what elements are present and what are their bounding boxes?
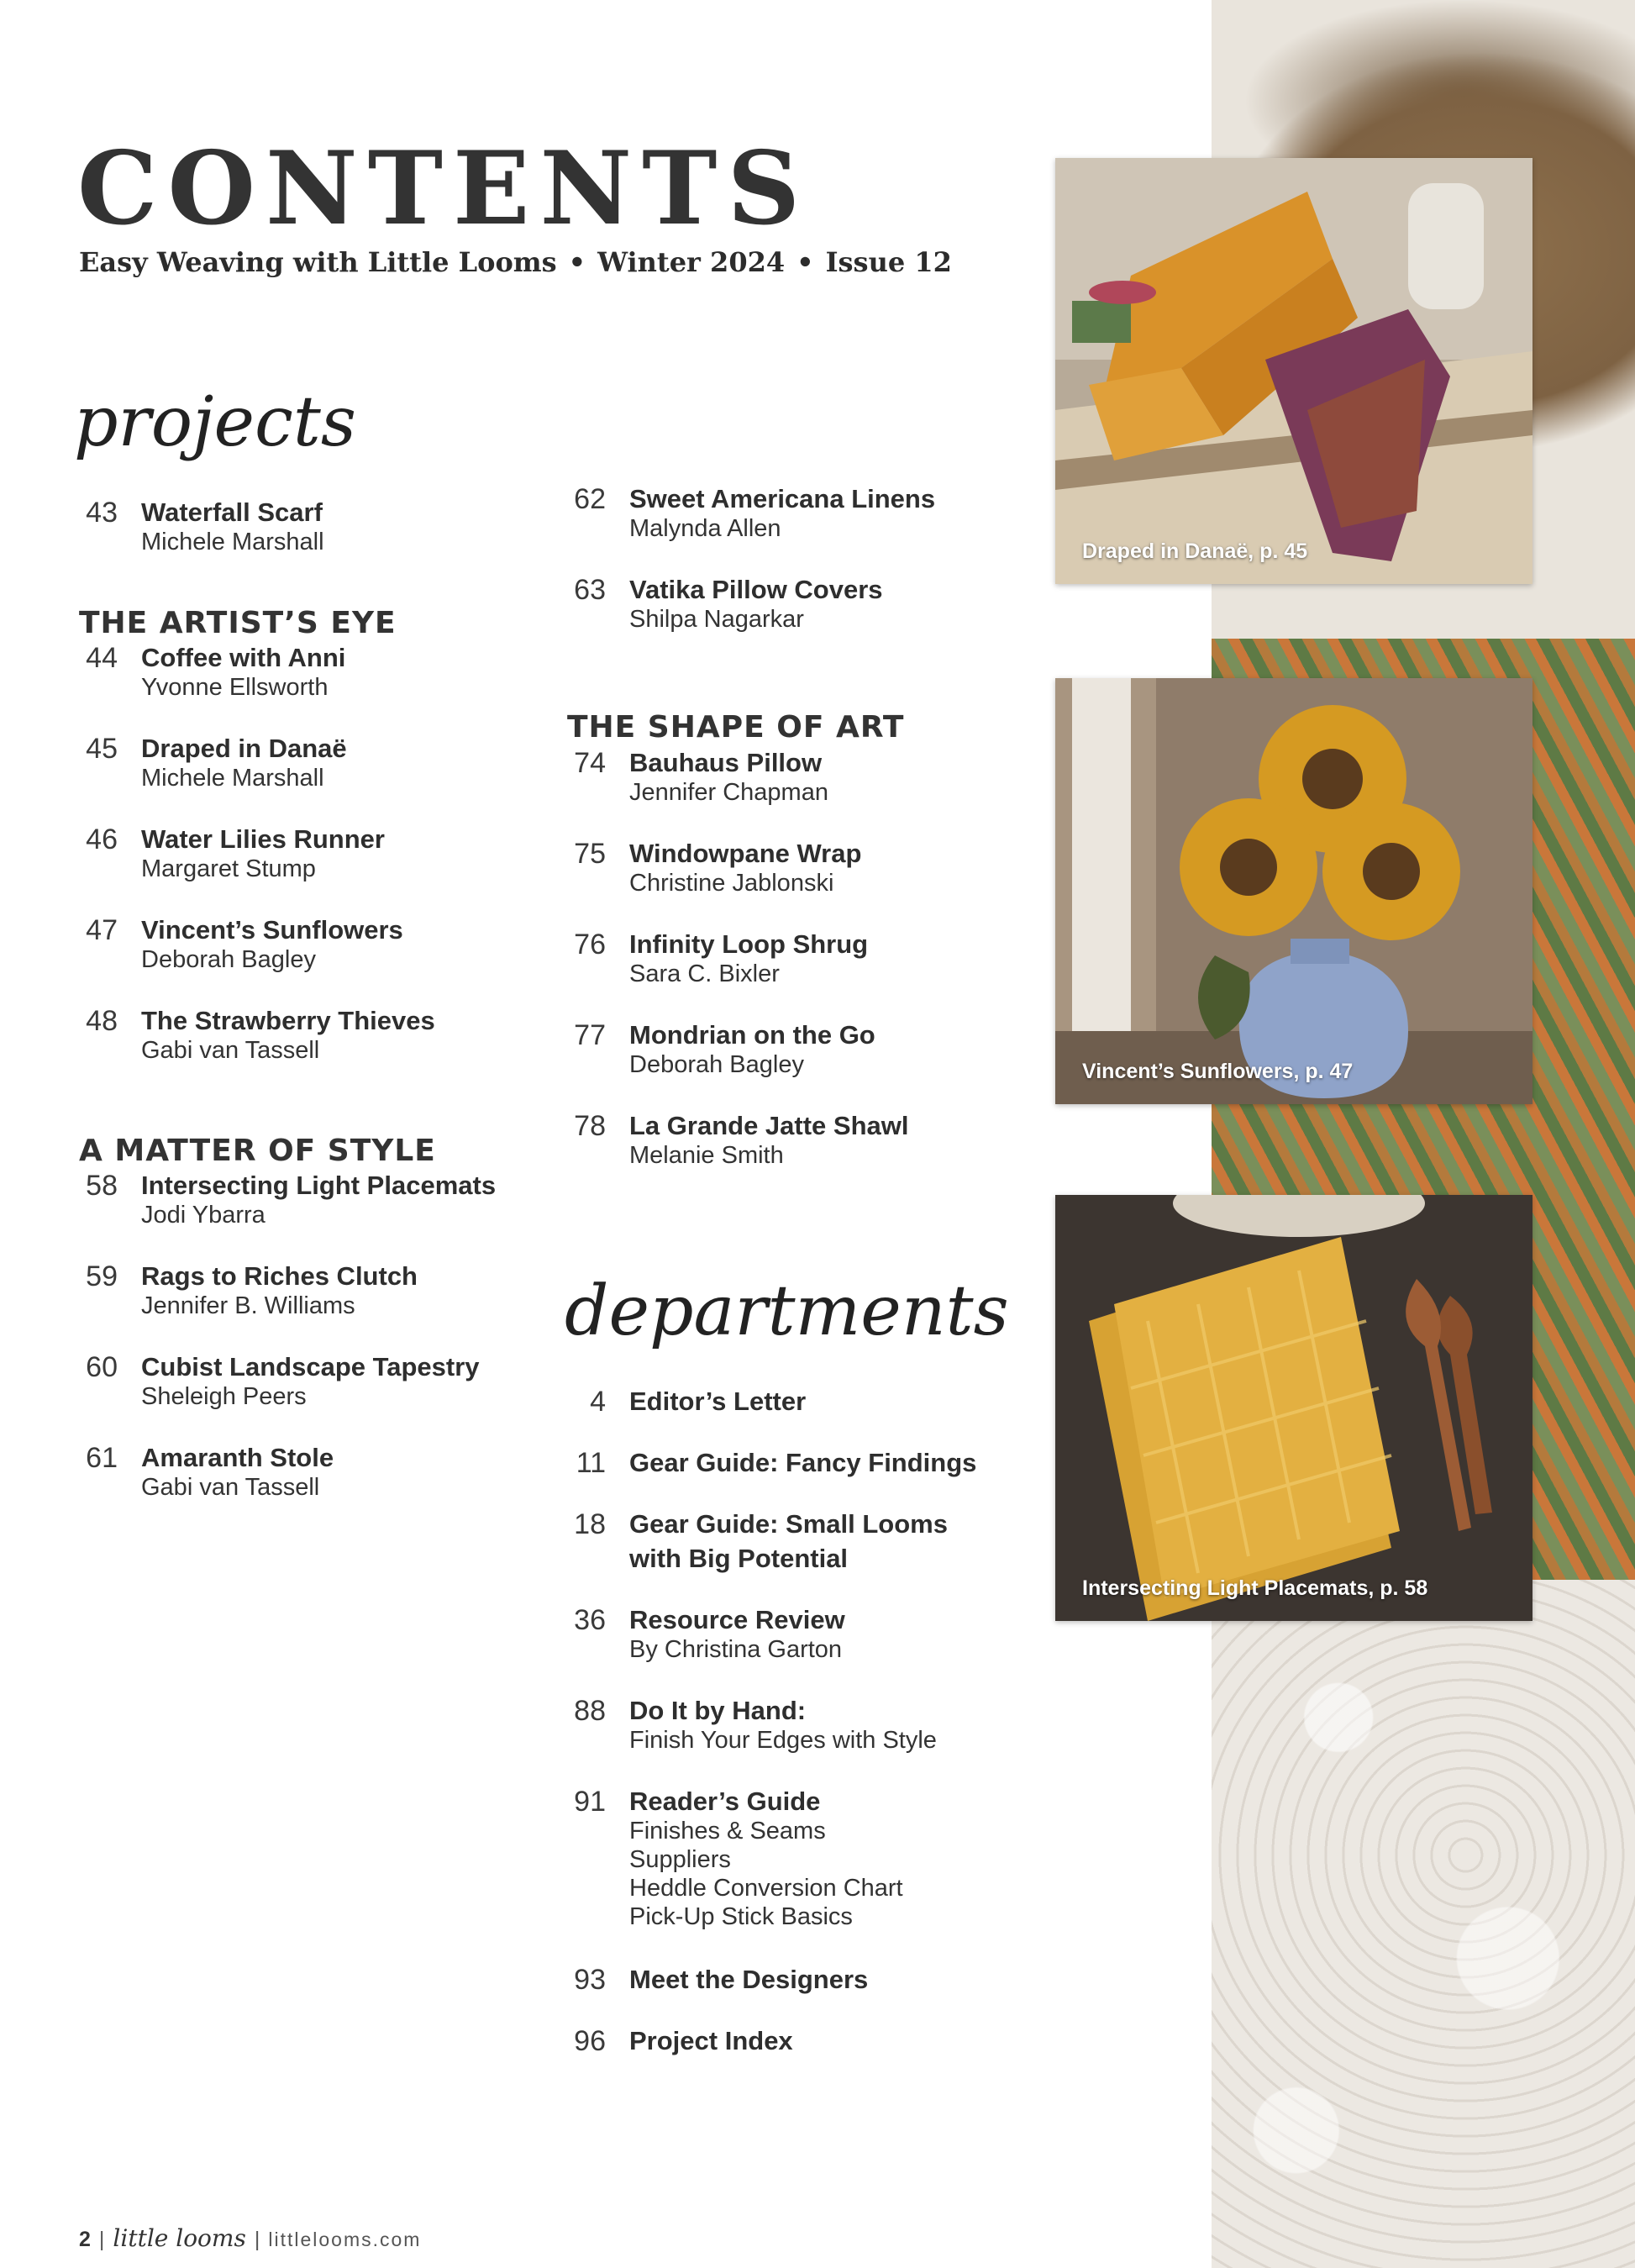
entry-title: The Strawberry Thieves <box>141 1006 435 1035</box>
page-title: CONTENTS <box>77 129 811 248</box>
entry-page-number: 18 <box>574 1508 606 1540</box>
website-link[interactable]: littlelooms.com <box>268 2229 422 2250</box>
entry-title: Mondrian on the Go <box>629 1020 875 1050</box>
entry-title: Vincent’s Sunflowers <box>141 915 403 945</box>
photo-scarves-illustration <box>1055 158 1532 584</box>
entry-page-number: 77 <box>574 1019 606 1051</box>
entry-title: Windowpane Wrap <box>629 839 862 868</box>
projects-heading: projects <box>74 382 356 462</box>
entry-author: Shilpa Nagarkar <box>629 606 804 633</box>
entry-title: Sweet Americana Linens <box>629 484 936 513</box>
entry-page-number: 61 <box>86 1442 118 1474</box>
entry-subitem: Pick-Up Stick Basics <box>629 1903 853 1930</box>
entry-author: Gabi van Tassell <box>141 1474 320 1501</box>
entry-title: Gear Guide: Small Looms <box>629 1509 948 1539</box>
entry-page-number: 48 <box>86 1005 118 1037</box>
entry-title-continued: with Big Potential <box>629 1544 849 1573</box>
photo-draped-in-danae[interactable] <box>1055 158 1532 584</box>
entry-title: Gear Guide: Fancy Findings <box>629 1448 977 1477</box>
entry-author: Gabi van Tassell <box>141 1037 320 1064</box>
footer-divider: | <box>98 2228 105 2251</box>
entry-title: Water Lilies Runner <box>141 824 385 854</box>
entry-title: Cubist Landscape Tapestry <box>141 1352 480 1381</box>
footer-divider: | <box>254 2228 260 2251</box>
entry-page-number: 47 <box>86 914 118 946</box>
section-heading-artists-eye: THE ARTIST’S EYE <box>79 606 397 640</box>
entry-title: Infinity Loop Shrug <box>629 929 869 959</box>
entry-title: Reader’s Guide <box>629 1787 821 1816</box>
entry-page-number: 76 <box>574 929 606 960</box>
entry-title: Intersecting Light Placemats <box>141 1171 497 1200</box>
magazine-subtitle <box>79 246 952 278</box>
photo-caption: Vincent’s Sunflowers, p. 47 <box>1082 1060 1354 1083</box>
section-heading-matter-of-style: A MATTER OF STYLE <box>79 1134 436 1168</box>
entry-author: Yvonne Ellsworth <box>141 674 329 701</box>
entry-page-number: 63 <box>574 574 606 606</box>
entry-page-number: 44 <box>86 642 118 674</box>
folio-page-number: 2 <box>79 2228 91 2251</box>
entry-page-number: 43 <box>86 497 118 529</box>
photo-caption: Draped in Danaë, p. 45 <box>1082 539 1308 563</box>
entry-title: Draped in Danaë <box>141 734 347 763</box>
entry-subtitle: Finish Your Edges with Style <box>629 1727 937 1754</box>
entry-title: Vatika Pillow Covers <box>629 575 883 604</box>
entry-title: Do It by Hand: <box>629 1696 807 1725</box>
photo-caption: Intersecting Light Placemats, p. 58 <box>1082 1576 1428 1600</box>
entry-title: Amaranth Stole <box>141 1443 334 1472</box>
quilt-texture <box>1212 1580 1635 2268</box>
page-footer <box>79 2226 421 2252</box>
issue-season: Winter 2024 <box>597 246 786 278</box>
entry-title: Resource Review <box>629 1605 845 1634</box>
photo-sunflowers-illustration <box>1055 678 1532 1104</box>
entry-title: Project Index <box>629 2026 793 2055</box>
entry-author: Michele Marshall <box>141 765 324 792</box>
entry-subitem: Suppliers <box>629 1846 731 1873</box>
entry-author: Malynda Allen <box>629 515 781 542</box>
entry-author: Jennifer B. Williams <box>141 1292 355 1319</box>
entry-page-number: 58 <box>86 1170 118 1202</box>
entry-author: Deborah Bagley <box>141 946 316 973</box>
entry-page-number: 88 <box>574 1695 606 1727</box>
entry-author: Jodi Ybarra <box>141 1202 265 1229</box>
entry-page-number: 62 <box>574 483 606 515</box>
entry-page-number: 78 <box>574 1110 606 1142</box>
entry-author: By Christina Garton <box>629 1636 843 1663</box>
entry-subitem: Heddle Conversion Chart <box>629 1875 903 1902</box>
entry-page-number: 60 <box>86 1351 118 1383</box>
section-heading-shape-of-art: THE SHAPE OF ART <box>567 710 905 745</box>
bullet-separator: • <box>796 246 814 278</box>
issue-number: Issue 12 <box>825 246 952 278</box>
departments-heading: departments <box>565 1271 1009 1351</box>
entry-author: Sheleigh Peers <box>141 1383 307 1410</box>
entry-page-number: 96 <box>574 2025 606 2057</box>
magazine-name: Easy Weaving with Little Looms <box>79 246 557 278</box>
entry-author: Melanie Smith <box>629 1142 784 1169</box>
entry-title: Rags to Riches Clutch <box>141 1261 418 1291</box>
photo-vincents-sunflowers[interactable] <box>1055 678 1532 1104</box>
bullet-separator: • <box>568 246 586 278</box>
entry-page-number: 75 <box>574 838 606 870</box>
entry-page-number: 4 <box>590 1386 606 1418</box>
entry-title: Waterfall Scarf <box>141 497 323 527</box>
entry-title: Editor’s Letter <box>629 1387 807 1416</box>
entry-page-number: 11 <box>576 1447 606 1479</box>
entry-page-number: 91 <box>574 1786 606 1818</box>
entry-title: Coffee with Anni <box>141 643 346 672</box>
entry-title: La Grande Jatte Shawl <box>629 1111 909 1140</box>
entry-title: Bauhaus Pillow <box>629 748 823 777</box>
entry-page-number: 36 <box>574 1604 606 1636</box>
entry-page-number: 46 <box>86 824 118 855</box>
entry-page-number: 59 <box>86 1260 118 1292</box>
photo-placemats-illustration <box>1055 1195 1532 1621</box>
entry-author: Michele Marshall <box>141 529 324 555</box>
entry-page-number: 93 <box>574 1964 606 1996</box>
entry-author: Jennifer Chapman <box>629 779 828 806</box>
entry-author: Deborah Bagley <box>629 1051 804 1078</box>
entry-title: Meet the Designers <box>629 1965 869 1994</box>
entry-author: Sara C. Bixler <box>629 960 780 987</box>
entry-author: Margaret Stump <box>141 855 316 882</box>
photo-intersecting-light-placemats[interactable] <box>1055 1195 1532 1621</box>
entry-page-number: 74 <box>574 747 606 779</box>
entry-author: Christine Jablonski <box>629 870 834 897</box>
entry-page-number: 45 <box>86 733 118 765</box>
brand-wordmark: little looms <box>113 2224 246 2252</box>
entry-subitem: Finishes & Seams <box>629 1818 826 1844</box>
